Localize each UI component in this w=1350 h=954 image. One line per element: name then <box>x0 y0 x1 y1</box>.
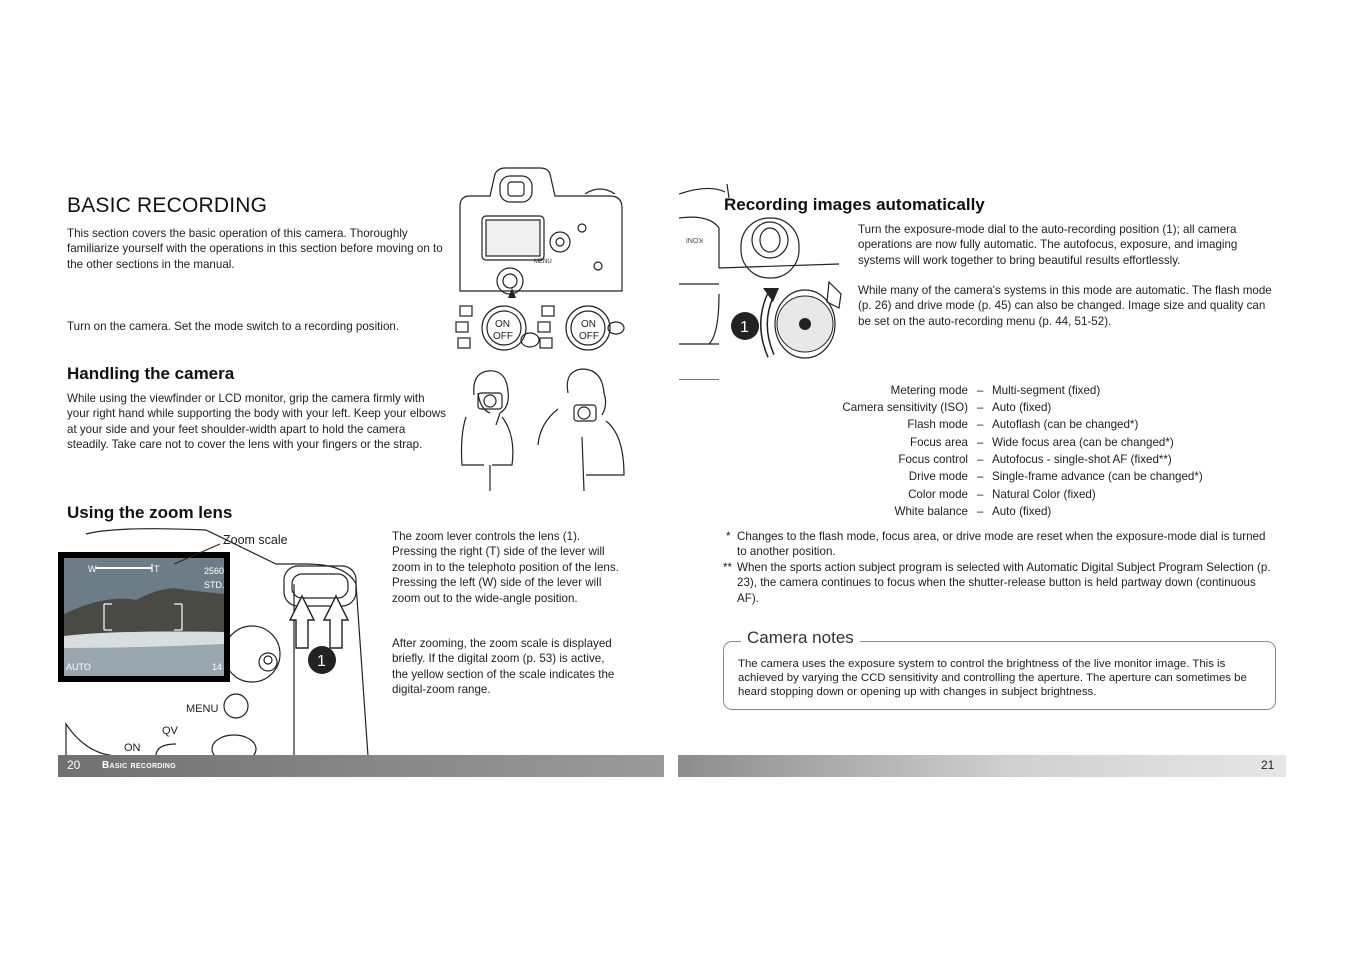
footnote-2-mark: ** <box>723 561 733 574</box>
handling-heading: Handling the camera <box>67 364 235 383</box>
lcd-tele-label: T <box>154 564 160 574</box>
page-title: BASIC RECORDING <box>67 194 268 217</box>
turn-on-text: Turn on the camera. Set the mode switch to a recording position. <box>67 320 400 333</box>
dial-callout-number: 1 <box>740 319 749 336</box>
camera-notes-title: Camera notes <box>741 628 860 648</box>
zoom-heading: Using the zoom lens <box>67 503 233 522</box>
lcd-mode-label: AUTO <box>66 662 91 672</box>
setting-label: Camera sensitivity (ISO) <box>842 401 968 414</box>
camera-back-figure <box>450 166 640 352</box>
setting-value: Single-frame advance (can be changed*) <box>992 470 1203 483</box>
setting-label: Color mode <box>908 488 968 501</box>
camera-notes-text: The camera uses the exposure system to control the brightness of the live monitor image. This is achieved by varying the CCD sensitivity and controlling the aperture. The aperture can sometimes be heard stopping down or opening up with changes in subject brightness. <box>738 658 1247 698</box>
setting-value: Wide focus area (can be changed*) <box>992 436 1174 449</box>
setting-dash: – <box>977 488 984 501</box>
setting-value: Natural Color (fixed) <box>992 488 1096 501</box>
settings-row <box>700 416 1220 433</box>
setting-label: Drive mode <box>908 470 968 483</box>
zoom-scale-label: Zoom scale <box>223 533 288 547</box>
auto-recording-heading: Recording images automatically <box>724 195 985 214</box>
left-page-number: 20 <box>67 758 81 772</box>
setting-label: Focus control <box>898 453 968 466</box>
switch-off-label-1: OFF <box>493 331 513 342</box>
lcd-quality-label: STD. <box>204 580 225 590</box>
setting-dash: – <box>977 436 984 449</box>
switch-on-label-1: ON <box>495 319 510 330</box>
setting-dash: – <box>977 470 984 483</box>
lcd-frames-label: 14 <box>212 662 223 672</box>
setting-value: Auto (fixed) <box>992 505 1052 518</box>
setting-dash: – <box>977 505 984 518</box>
setting-label: Flash mode <box>907 418 968 431</box>
lcd-resolution-label: 2560 <box>204 566 225 576</box>
setting-dash: – <box>977 384 984 397</box>
section-name: Basic recording <box>102 760 177 771</box>
intro-text: This section covers the basic operation of this camera. Thoroughly familiarize yourself with the operations in this section before moving on to the other sections in the manual. <box>67 227 443 271</box>
setting-value: Auto (fixed) <box>992 401 1052 414</box>
setting-value: Autofocus - single-shot AF (fixed**) <box>992 453 1172 466</box>
settings-row <box>700 434 1220 451</box>
setting-label: Focus area <box>910 436 968 449</box>
setting-dash: – <box>977 418 984 431</box>
auto-recording-para-1: Turn the exposure-mode dial to the auto-recording position (1); all camera operations are now fully automatic. The autofocus, exposure, and imaging systems will work together to bring beautiful results effortlessly. <box>858 223 1238 267</box>
settings-row <box>700 486 1220 503</box>
settings-row <box>700 399 1220 416</box>
handling-text: While using the viewfinder or LCD monitor, grip the camera firmly with your right hand while supporting the body with your left. Keep your elbows at your side and your feet shoulder-width apart to hold the camera steadily. Take care not to cover the lens with your fingers or the strap. <box>67 392 446 452</box>
zoom-text-1: The zoom lever controls the lens (1). Pressing the right (T) side of the lever will zoom in to the telephoto position of the lens. Pressing the left (W) side of the lever will zoom out to the wide-angle position. <box>392 530 619 605</box>
settings-row <box>700 503 1220 520</box>
settings-row <box>700 451 1220 468</box>
settings-row <box>700 382 1220 399</box>
settings-row <box>700 468 1220 485</box>
camera-menu-label: MENU <box>186 703 219 715</box>
footnote-1: Changes to the flash mode, focus area, or drive mode are reset when the exposure-mode dial is turned to another position. <box>737 530 1266 559</box>
handling-illustration <box>456 365 626 491</box>
right-page-number: 21 <box>1261 758 1275 772</box>
zoom-text-2: After zooming, the zoom scale is displayed briefly. If the digital zoom (p. 53) is active, the yellow section of the scale indicates the digital-zoom range. <box>392 637 615 697</box>
svg-text:KONI: KONI <box>685 236 703 243</box>
camera-on-label: ON <box>124 742 141 754</box>
switch-on-label-2: ON <box>581 319 596 330</box>
lcd-wide-label: W <box>88 564 97 574</box>
setting-dash: – <box>977 453 984 466</box>
footnote-2: When the sports action subject program is selected with Automatic Digital Subject Program Selection (p. 23), the camera continues to focus when the shutter-release button is held partway down (continuous AF). <box>737 561 1271 605</box>
camera-back-menu-label: MENU <box>534 259 552 265</box>
footnote-1-mark: * <box>726 530 731 543</box>
setting-dash: – <box>977 401 984 414</box>
setting-value: Autoflash (can be changed*) <box>992 418 1139 431</box>
auto-recording-para-2: While many of the camera's systems in this mode are automatic. The flash mode (p. 26) and drive mode (p. 45) can also be changed. Image size and quality can be set on the auto-recording menu (p. 44, 51-52). <box>858 284 1272 328</box>
switch-off-label-2: OFF <box>579 331 599 342</box>
zoom-callout-number: 1 <box>317 653 326 670</box>
zoom-lens-figure <box>56 524 376 756</box>
setting-label: White balance <box>894 505 968 518</box>
camera-qv-label: QV <box>162 725 178 737</box>
setting-label: Metering mode <box>890 384 968 397</box>
setting-value: Multi-segment (fixed) <box>992 384 1101 397</box>
right-footer-bar <box>678 755 1286 777</box>
